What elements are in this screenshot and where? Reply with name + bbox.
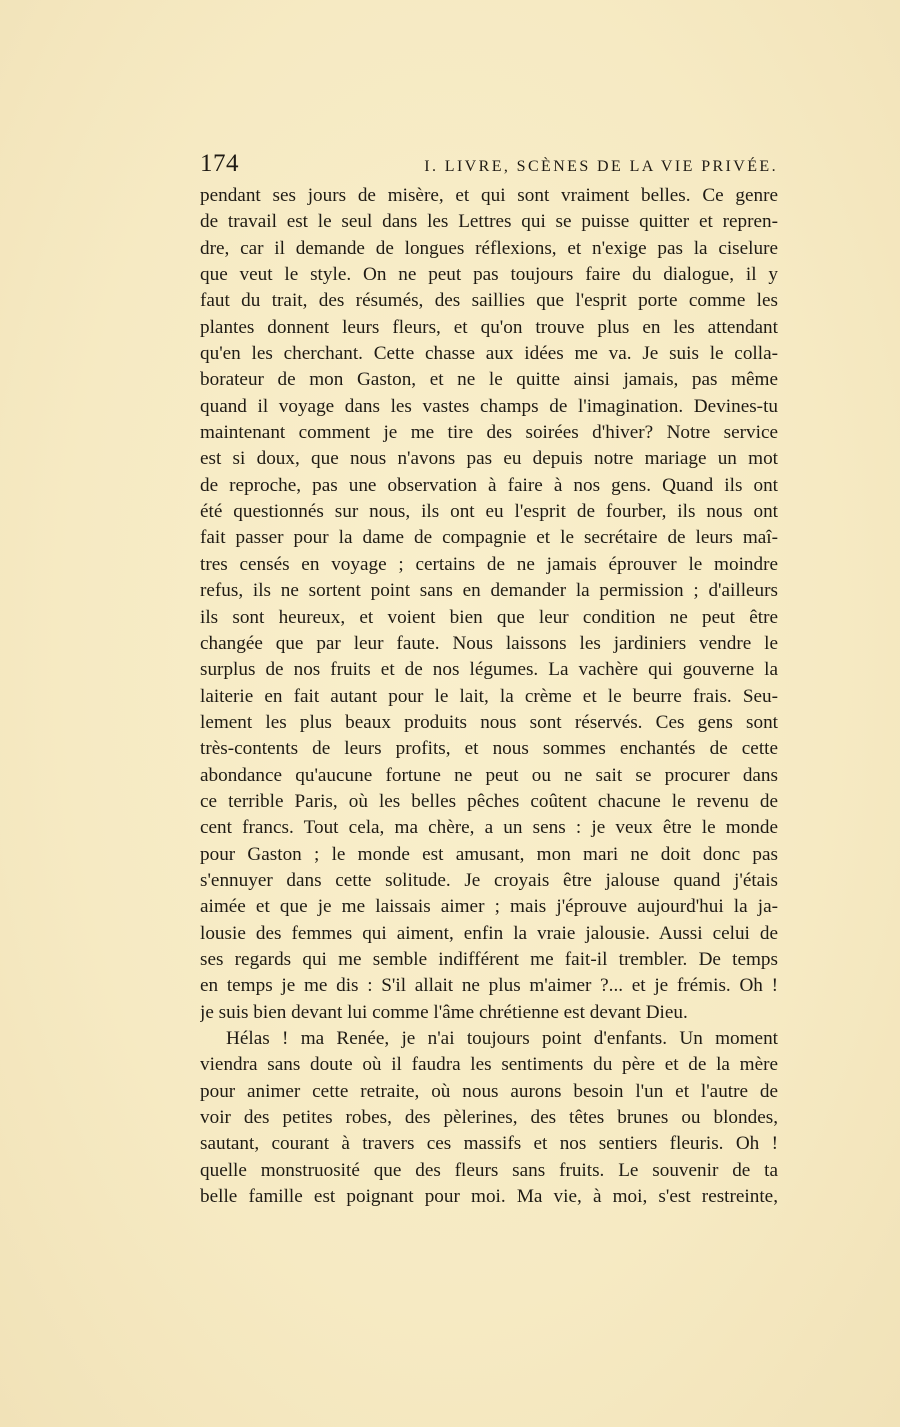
paragraph-end-line: je suis bien devant lui comme l'âme chrétienne est devant Dieu.	[200, 1001, 688, 1023]
text-line: faut du trait, des résumés, des saillies que l'esprit porte comme les	[200, 290, 778, 312]
text-line: qu'en les cherchant. Cette chasse aux idées me va. Je suis le colla-	[200, 343, 778, 365]
text-line: pour animer cette retraite, où nous aurons besoin l'un et l'autre de	[200, 1080, 778, 1102]
text-line: très-contents de leurs profits, et nous sommes enchantés de cette	[200, 738, 778, 760]
text-line: fait passer pour la dame de compagnie et le secrétaire de leurs maî-	[200, 527, 778, 549]
body-text	[200, 183, 778, 1210]
text-line: lement les plus beaux produits nous sont réservés. Ces gens sont	[200, 711, 778, 733]
paragraph-start-line: Hélas ! ma Renée, je n'ai toujours point d'enfants. Un moment	[226, 1028, 778, 1049]
text-line: refus, ils ne sortent point sans en demander la permission ; d'ailleurs	[200, 580, 778, 602]
page-number: 174	[200, 150, 239, 177]
text-line: borateur de mon Gaston, et ne le quitte ainsi jamais, pas même	[200, 369, 778, 391]
text-line: s'ennuyer dans cette solitude. Je croyais être jalouse quand j'étais	[200, 869, 778, 891]
text-line: sautant, courant à travers ces massifs et nos sentiers fleuris. Oh !	[200, 1133, 778, 1155]
text-line: maintenant comment je me tire des soirées d'hiver? Notre service	[200, 422, 778, 444]
text-line: pour Gaston ; le monde est amusant, mon mari ne doit donc pas	[200, 843, 778, 865]
text-line: abondance qu'aucune fortune ne peut ou ne sait se procurer dans	[200, 764, 778, 786]
text-line: est si doux, que nous n'avons pas eu depuis notre mariage un mot	[200, 448, 778, 470]
text-line: de travail est le seul dans les Lettres qui se puisse quitter et repren-	[200, 211, 778, 233]
text-line: cent francs. Tout cela, ma chère, a un sens : je veux être le monde	[200, 817, 778, 839]
text-line: ses regards qui me semble indifférent me fait-il trembler. De temps	[200, 948, 778, 970]
text-line: changée que par leur faute. Nous laissons les jardiniers vendre le	[200, 632, 778, 654]
text-line: de reproche, pas une observation à faire à nos gens. Quand ils ont	[200, 474, 778, 496]
text-line: pendant ses jours de misère, et qui sont vraiment belles. Ce genre	[200, 185, 778, 206]
text-line: dre, car il demande de longues réflexions, et n'exige pas la ciselure	[200, 237, 778, 259]
text-line: voir des petites robes, des pèlerines, des têtes brunes ou blondes,	[200, 1107, 778, 1129]
text-line: quelle monstruosité que des fleurs sans fruits. Le souvenir de ta	[200, 1159, 778, 1181]
text-line: quand il voyage dans les vastes champs de l'imagination. Devines-tu	[200, 395, 778, 417]
text-line: plantes donnent leurs fleurs, et qu'on trouve plus en les attendant	[200, 316, 778, 338]
text-line: tres censés en voyage ; certains de ne jamais éprouver le moindre	[200, 553, 778, 575]
text-line: surplus de nos fruits et de nos légumes. La vachère qui gouverne la	[200, 659, 778, 681]
text-line: été questionnés sur nous, ils ont eu l'esprit de fourber, ils nous ont	[200, 501, 778, 523]
page-header	[200, 150, 778, 184]
text-line: lousie des femmes qui aiment, enfin la vraie jalousie. Aussi celui de	[200, 922, 778, 944]
text-line: que veut le style. On ne peut pas toujours faire du dialogue, il y	[200, 264, 778, 286]
text-line: viendra sans doute où il faudra les sentiments du père et de la mère	[200, 1054, 778, 1076]
running-head: I. LIVRE, SCÈNES DE LA VIE PRIVÉE.	[424, 158, 778, 175]
text-line: laiterie en fait autant pour le lait, la crème et le beurre frais. Seu-	[200, 685, 778, 707]
text-line: ce terrible Paris, où les belles pêches coûtent chacune le revenu de	[200, 790, 778, 812]
text-line: belle famille est poignant pour moi. Ma vie, à moi, s'est restreinte,	[200, 1186, 778, 1208]
text-line: en temps je me dis : S'il allait ne plus m'aimer ?... et je frémis. Oh !	[200, 975, 778, 997]
text-line: aimée et que je me laissais aimer ; mais j'éprouve aujourd'hui la ja-	[200, 896, 778, 918]
text-line: ils sont heureux, et voient bien que leur condition ne peut être	[200, 606, 778, 628]
